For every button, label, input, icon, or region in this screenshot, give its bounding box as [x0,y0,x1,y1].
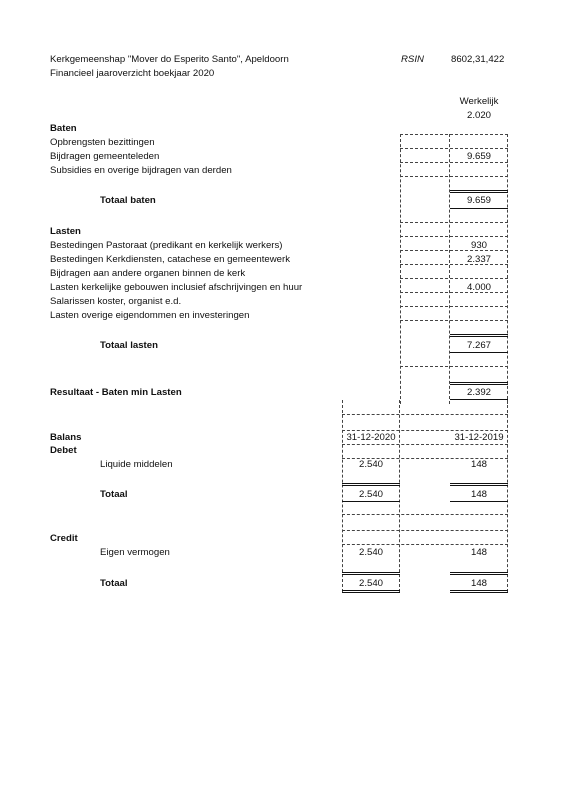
total-underline [450,501,508,502]
credit-heading: Credit [50,533,78,544]
total-underline [342,501,400,502]
debet-total-label: Totaal [100,489,128,500]
credit-item-label: Eigen vermogen [100,547,170,558]
baten-item-label: Subsidies en overige bijdragen van derden [50,165,232,176]
row-rule [342,514,508,515]
lasten-item-value: 2.337 [466,254,491,265]
baten-item-value: 9.659 [466,151,491,162]
debet-total-previous: 148 [470,489,487,500]
baten-total-label: Totaal baten [100,195,156,206]
row-rule [400,236,508,237]
balans-heading: Balans [50,432,82,443]
credit-total-label: Totaal [100,578,128,589]
total-underline [450,352,508,353]
total-rule [450,190,508,193]
lasten-item-label: Bijdragen aan andere organen binnen de kerk [50,268,246,279]
resultaat-label: Resultaat - Baten min Lasten [50,387,182,398]
column-header-year: 2.020 [466,110,491,121]
total-rule [342,483,400,486]
debet-item-previous: 148 [470,459,487,470]
debet-item-current: 2.540 [358,459,383,470]
lasten-item-label: Salarissen koster, organist e.d. [50,296,182,307]
rsin-label: RSIN [401,54,424,65]
row-rule [400,148,508,149]
lasten-item-label: Lasten overige eigendommen en investeringen [50,310,250,321]
total-rule [450,382,508,385]
row-rule [342,444,508,445]
total-rule [342,572,400,575]
baten-item-label: Bijdragen gemeenteleden [50,151,160,162]
debet-heading: Debet [50,445,77,456]
lasten-item-label: Bestedingen Pastoraat (predikant en kerkelijk werkers) [50,240,283,251]
credit-item-current: 2.540 [358,547,383,558]
lasten-item-value: 4.000 [466,282,491,293]
row-rule [400,366,508,367]
balans-date-current: 31-12-2020 [346,432,396,443]
total-rule [450,572,508,575]
column-header-werkelijk: Werkelijk [459,96,499,107]
row-rule [400,320,508,321]
total-rule [450,334,508,337]
resultaat-value: 2.392 [466,387,491,398]
row-rule [400,222,508,223]
row-rule [342,530,508,531]
row-rule [400,176,508,177]
row-rule [400,162,508,163]
lasten-item-value: 930 [470,240,487,251]
row-rule [400,278,508,279]
debet-item-label: Liquide middelen [100,459,173,470]
row-rule [400,306,508,307]
baten-item-label: Opbrengsten bezittingen [50,137,155,148]
credit-total-current: 2.540 [358,578,383,589]
lasten-total-label: Totaal lasten [100,340,158,351]
row-rule [400,134,508,135]
total-underline [450,208,508,209]
organization-name: Kerkgemeenshap "Mover do Esperito Santo", Apeldoorn [50,54,289,65]
credit-item-previous: 148 [470,547,487,558]
lasten-heading: Lasten [50,226,81,237]
lasten-total-value: 7.267 [466,340,491,351]
column-guide-gap [400,134,450,404]
total-double-underline [450,590,508,593]
baten-total-value: 9.659 [466,195,491,206]
row-rule [342,414,508,415]
total-double-underline [342,590,400,593]
total-underline [450,399,508,400]
baten-heading: Baten [50,123,77,134]
balans-date-previous: 31-12-2019 [454,432,504,443]
row-rule [342,544,508,545]
lasten-item-label: Bestedingen Kerkdiensten, catachese en gemeentewerk [50,254,290,265]
credit-total-previous: 148 [470,578,487,589]
total-rule [450,483,508,486]
debet-total-current: 2.540 [358,489,383,500]
row-rule [342,430,508,431]
column-guide-werkelijk [450,134,508,404]
lasten-item-label: Lasten kerkelijke gebouwen inclusief afschrijvingen en huur [50,282,303,293]
report-subtitle: Financieel jaaroverzicht boekjaar 2020 [50,68,215,79]
rsin-value: 8602,31,422 [451,54,505,65]
